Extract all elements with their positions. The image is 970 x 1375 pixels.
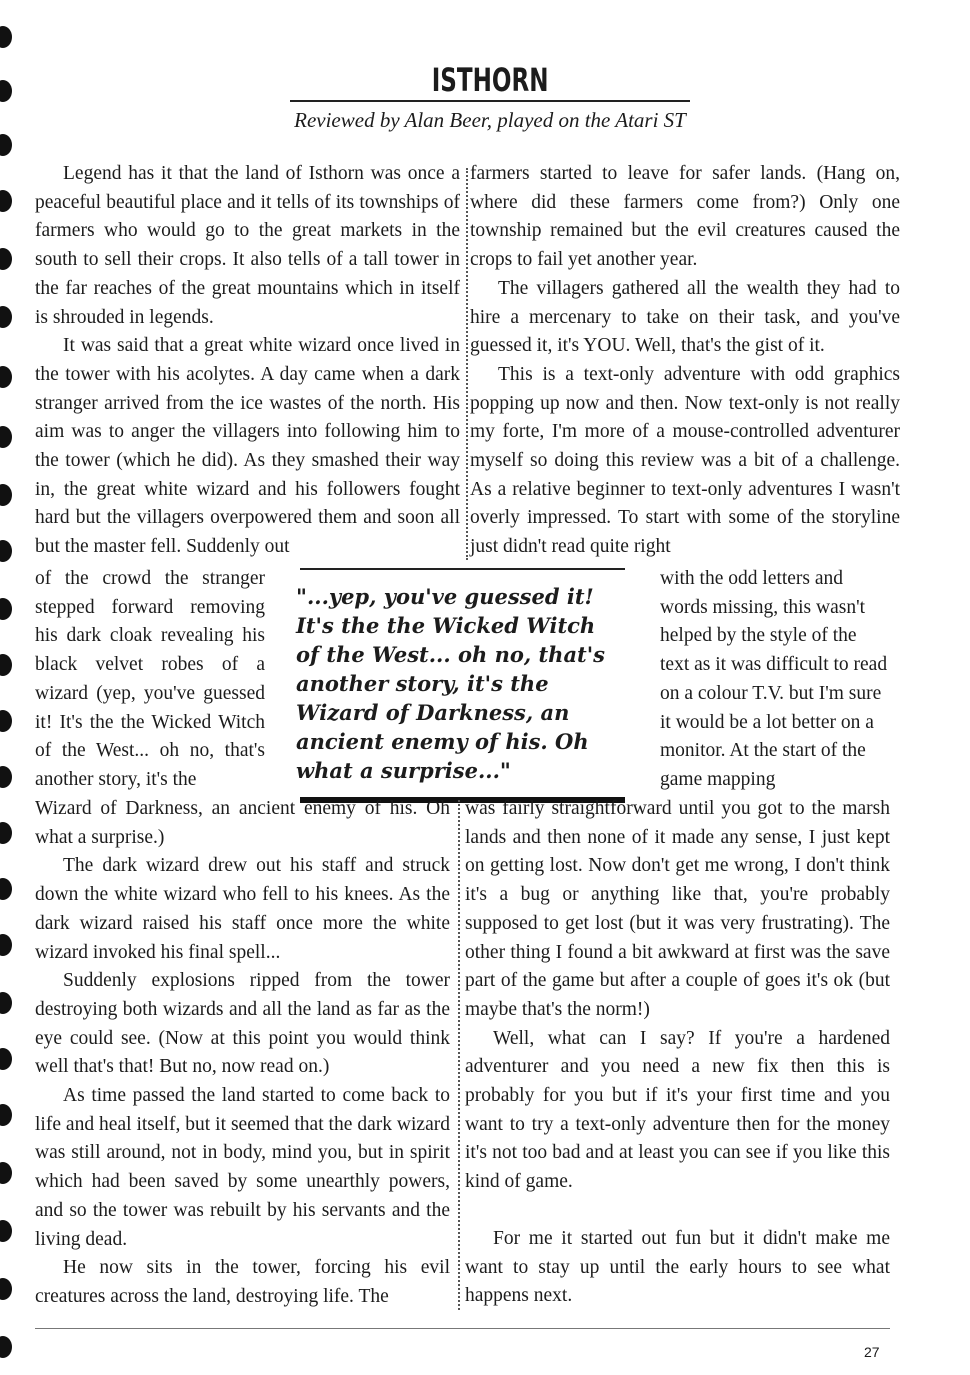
left-column-bottom (35, 795, 450, 1312)
binder-hole (0, 190, 12, 212)
column-divider (466, 168, 468, 560)
paragraph: He now sits in the tower, forcing his evil creatures across the land, destroying life. The (35, 1257, 450, 1307)
binder-hole (0, 934, 12, 956)
binder-hole (0, 822, 12, 844)
binder-hole (0, 248, 12, 270)
paragraph: farmers started to leave for safer lands. (Hang on, where did these farmers come from?) Only one township remained but the evil creatures caused the crops to fail yet another year. (470, 163, 900, 271)
paragraph: of the crowd the stranger stepped forward removing his dark cloak revealing his black velvet robes of a wizard (yep, you've guessed it! It's the the Wicked Witch of the West... oh no, that's another story, it's the (35, 568, 265, 790)
left-column-wrap (35, 565, 265, 795)
binder-hole (0, 1104, 12, 1126)
footer-rule (35, 1328, 890, 1329)
binder-hole (0, 710, 12, 732)
binder-hole (0, 484, 12, 506)
paragraph: Well, what can I say? If you're a hardened adventurer and you need a new fix then this is probably for you but if it's your first time and you want to try a text-only adventure then for the money it's not too bad and at least you can see if you like this kind of game. (465, 1027, 890, 1193)
article-byline: Reviewed by Alan Beer, played on the Atari ST (294, 108, 686, 132)
binder-hole (0, 1162, 12, 1184)
binder-hole (0, 1048, 12, 1070)
paragraph: It was said that a great white wizard once lived in the tower with his acolytes. A day came when a dark stranger arrived from the ice wastes of the north. His aim was to anger the villagers into following him to the tower (which he did). As they smashed their way in, the great white wizard and his followers fought hard but the villagers overpowered them and soon all but the master fell. Suddenly out (35, 335, 460, 558)
binder-hole (0, 766, 12, 788)
paragraph: with the odd letters and words missing, this wasn't helped by the style of the text as it was difficult to read on a colour T.V. but I'm sure it would be a lot better on a monitor. At the start of the game mapping (660, 568, 888, 790)
binder-hole (0, 598, 12, 620)
binder-hole (0, 992, 12, 1014)
paragraph: As time passed the land started to come back to life and heal itself, but it seemed that the dark wizard was still around, not in body, mind you, but in spirit which had been saved by some unearthly powers, and so the tower was rebuilt by his servants and the living dead. (35, 1085, 450, 1250)
binder-hole (0, 26, 12, 48)
binder-hole (0, 306, 12, 328)
column-divider (458, 800, 460, 1310)
binder-hole (0, 366, 12, 388)
pull-quote (292, 568, 632, 803)
binder-hole (0, 80, 12, 102)
binder-hole (0, 654, 12, 676)
right-column-wrap (660, 565, 890, 795)
binder-hole (0, 1278, 12, 1300)
paragraph: The villagers gathered all the wealth they had to hire a mercenary to take on their task, and you've guessed it, it's YOU. Well, that's the gist of it. (470, 277, 900, 357)
article-title: ISTHORN (431, 61, 549, 99)
title-rule (290, 100, 690, 102)
binder-hole (0, 878, 12, 900)
paragraph: Legend has it that the land of Isthorn was once a peaceful beautiful place and it tells of its townships of farmers who would go to the great markets in the south to sell their crops. It also tells of a tall tower in the far reaches of the great mountains which in itself is shrouded in legends. (35, 163, 460, 328)
binder-hole (0, 540, 12, 562)
paragraph: This is a text-only adventure with odd graphics popping up now and then. Now text-only is not really my forte, I'm more of a mouse-controlled adventurer myself so doing this review was a bit of a challenge. As a relative beginner to text-only adventures I wasn't overly impressed. To start with some of the storyline just didn't read quite right (470, 363, 900, 558)
page-number: 27 (864, 1344, 880, 1360)
paragraph: Wizard of Darkness, an ancient enemy of his. Oh what a surprise.) (35, 798, 450, 848)
binder-hole (0, 134, 12, 156)
paragraph: The dark wizard drew out his staff and struck down the white wizard who fell to his knees. As the dark wizard raised his staff once more the white wizard invoked his final spell... (35, 855, 450, 963)
paragraph: For me it started out fun but it didn't make me want to stay up until the early hours to see what happens next. (465, 1227, 890, 1307)
right-column-top (470, 160, 900, 562)
binder-hole (0, 426, 12, 448)
right-column-bottom (465, 795, 890, 1311)
paragraph: was fairly straightforward until you got to the marsh lands and then none of it made any sense, I just kept on getting lost. Now don't get me wrong, I don't think it's a bug or anything like that, you're probably supposed to get lost (but it was very frustrating). The other thing I found a bit awkward at first was the save part of the game but after a couple of goes it's ok (but maybe that's the norm!) (465, 798, 890, 1020)
binder-hole (0, 1336, 12, 1358)
left-column-top (35, 160, 460, 562)
binder-hole (0, 1220, 12, 1242)
paragraph: Suddenly explosions ripped from the tower destroying both wizards and all the land as far as the eye could see. (Now at this point you would think well that's that! But no, now read on.) (35, 970, 450, 1078)
pull-quote-text: "...yep, you've guessed it! It's the the Wicked Witch of the West... oh no, that's another story, it's the Wizard of Darkness, an ancient enemy of his. Oh what a surprise..." (296, 584, 606, 783)
binder-holes (0, 0, 18, 1375)
article-header (290, 60, 690, 134)
